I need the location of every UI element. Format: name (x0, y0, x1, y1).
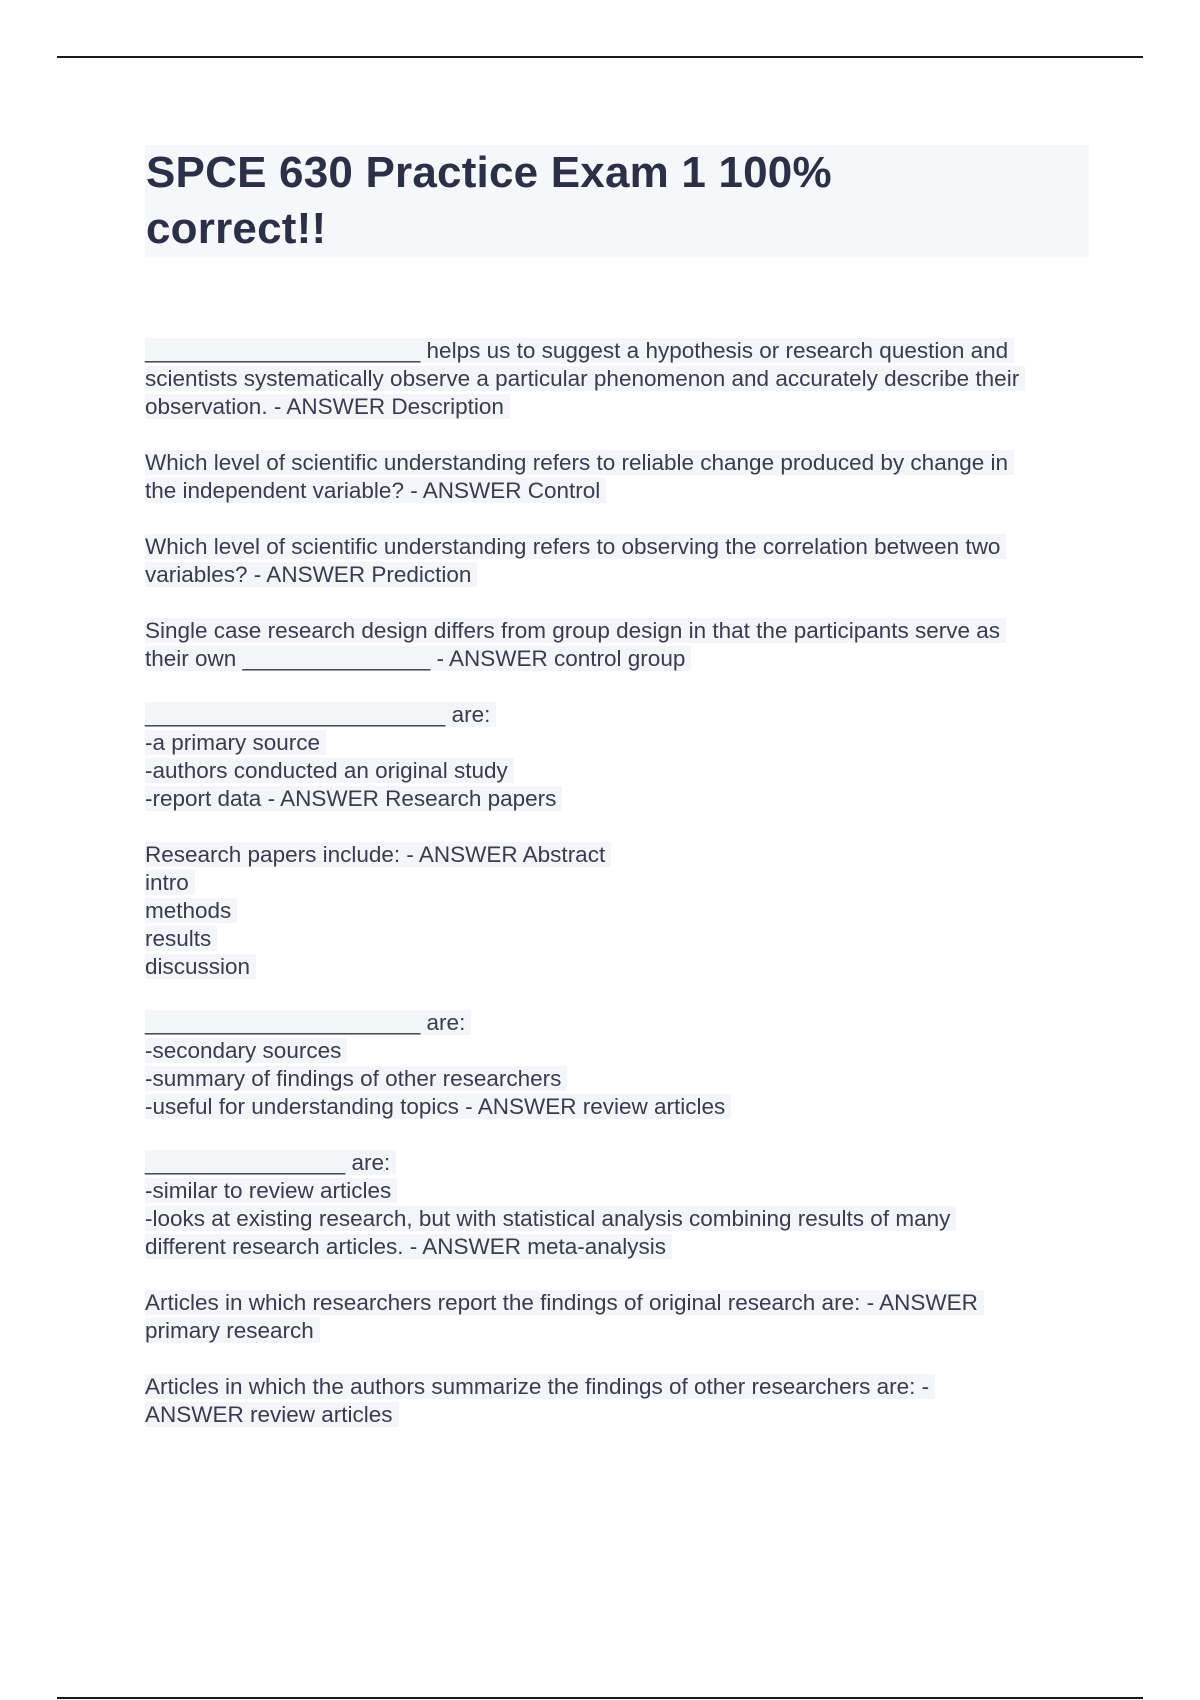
qa-line: ______________________ helps us to suggest a hypothesis or research question and (145, 338, 1014, 363)
qa-line: Research papers include: - ANSWER Abstract (145, 842, 611, 867)
qa-line: -summary of findings of other researchers (145, 1066, 567, 1091)
qa-line: observation. - ANSWER Description (145, 394, 510, 419)
qa-line: methods (145, 898, 237, 923)
qa-line: -looks at existing research, but with statistical analysis combining results of many (145, 1206, 956, 1231)
qa-line: Articles in which the authors summarize the findings of other researchers are: - (145, 1374, 935, 1399)
header-rule (57, 56, 1143, 58)
qa-line: -a primary source (145, 730, 326, 755)
qa-line: ANSWER review articles (145, 1402, 399, 1427)
qa-line: different research articles. - ANSWER meta-analysis (145, 1234, 672, 1259)
qa-line: -useful for understanding topics - ANSWER review articles (145, 1094, 731, 1119)
qa-item (145, 617, 1089, 673)
qa-line: -similar to review articles (145, 1178, 397, 1203)
qa-line: their own _______________ - ANSWER control group (145, 646, 691, 671)
qa-line: Which level of scientific understanding refers to observing the correlation between two (145, 534, 1006, 559)
qa-item (145, 1289, 1089, 1345)
qa-item (145, 841, 1089, 981)
qa-line: discussion (145, 954, 256, 979)
qa-line: primary research (145, 1318, 320, 1343)
qa-line: ________________________ are: (145, 702, 496, 727)
qa-item (145, 449, 1089, 505)
title-block (145, 145, 1089, 257)
qa-item (145, 1373, 1089, 1429)
qa-item (145, 701, 1089, 813)
qa-line: Which level of scientific understanding refers to reliable change produced by change in (145, 450, 1014, 475)
qa-item (145, 337, 1089, 421)
qa-item (145, 1149, 1089, 1261)
title-line: SPCE 630 Practice Exam 1 100% (146, 148, 832, 197)
qa-line: ________________ are: (145, 1150, 396, 1175)
qa-line: ______________________ are: (145, 1010, 471, 1035)
footer-rule (57, 1697, 1143, 1699)
qa-line: -authors conducted an original study (145, 758, 514, 783)
page-title (145, 145, 1089, 257)
qa-line: Articles in which researchers report the findings of original research are: - ANSWER (145, 1290, 984, 1315)
title-line: correct!! (146, 204, 327, 253)
qa-line: the independent variable? - ANSWER Control (145, 478, 606, 503)
qa-line: variables? - ANSWER Prediction (145, 562, 477, 587)
qa-line: intro (145, 870, 195, 895)
qa-line: Single case research design differs from group design in that the participants serve as (145, 618, 1006, 643)
qa-item (145, 1009, 1089, 1121)
qa-line: results (145, 926, 217, 951)
qa-line: scientists systematically observe a particular phenomenon and accurately describe their (145, 366, 1025, 391)
qa-item (145, 533, 1089, 589)
question-list (145, 337, 1089, 1457)
qa-line: -secondary sources (145, 1038, 347, 1063)
qa-line: -report data - ANSWER Research papers (145, 786, 562, 811)
